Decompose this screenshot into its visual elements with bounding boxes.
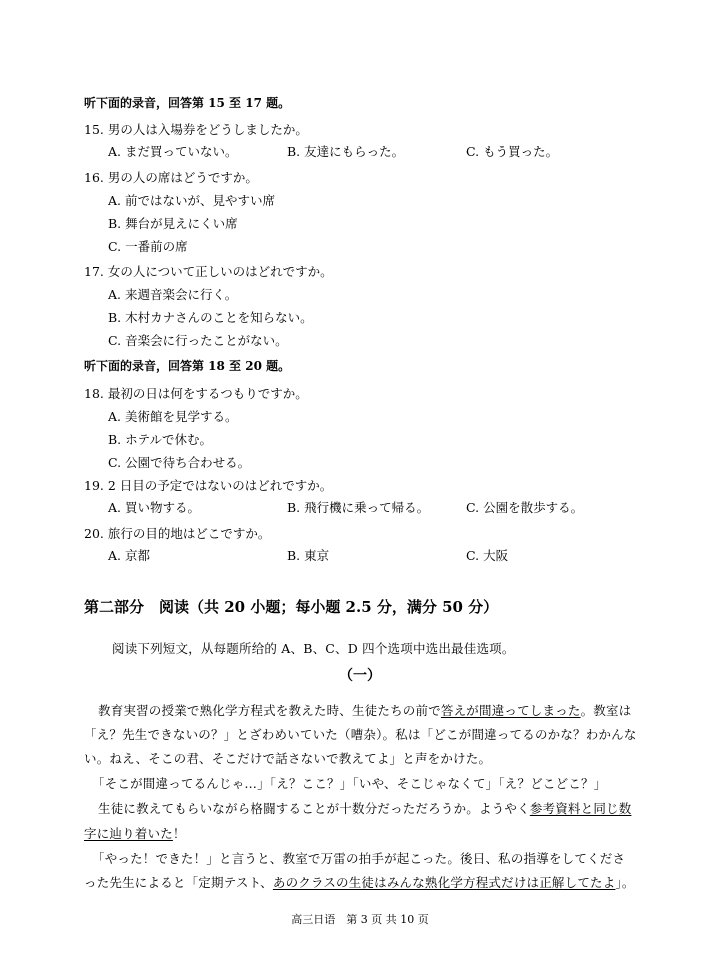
underlined-phrase-1: 答えが間違ってしまった <box>440 703 581 718</box>
passage-text: 」。 <box>615 875 635 890</box>
passage-text: 教育実習の授業で熟化学方程式を教えた時、生徒たちの前で <box>98 703 441 718</box>
q16-option-c: C. 一番前の席 <box>108 239 188 254</box>
passage-text: 生徒に教えてもらいながら格闘することが十数分だっただろうか。ようやく <box>98 801 530 816</box>
q18-option-a: A. 美術館を見学する。 <box>108 409 238 424</box>
passage-line-6 <box>84 824 186 842</box>
q15-option-b: B. 友達にもらった。 <box>287 144 405 159</box>
question-16: 16. 男の人の席はどうですか。 <box>84 170 258 185</box>
q20-option-a: A. 京都 <box>108 548 150 563</box>
underlined-phrase-2b: 字に辿り着いた <box>84 826 173 841</box>
question-15: 15. 男の人は入場券をどうしましたか。 <box>84 122 308 137</box>
q18-option-c: C. 公園で待ち合わせる。 <box>108 455 251 470</box>
passage-text: 。教室は <box>580 703 632 718</box>
q17-option-a: A. 来週音楽会に行く。 <box>108 287 238 302</box>
passage-number: （一） <box>339 668 381 684</box>
q15-option-c: C. もう買った。 <box>466 144 559 159</box>
q18-option-b: B. ホテルで休む。 <box>108 432 213 447</box>
passage-line-7: 「やった！できた！」と言うと、教室で万雷の拍手が起こった。後日、私の指導をしてくださ <box>92 851 626 866</box>
q16-option-b: B. 舞台が見えにくい席 <box>108 216 238 231</box>
question-19: 19. 2 日目の予定ではないのはどれですか。 <box>84 478 333 493</box>
passage-line-1 <box>98 701 631 719</box>
q15-option-a: A. まだ買っていない。 <box>108 144 238 159</box>
passage-line-5 <box>98 799 631 817</box>
q20-option-c: C. 大阪 <box>466 548 509 563</box>
q17-option-c: C. 音楽会に行ったことがない。 <box>108 333 288 348</box>
q17-option-b: B. 木村カナさんのことを知らない。 <box>108 310 313 325</box>
question-20: 20. 旅行の目的地はどこですか。 <box>84 526 271 541</box>
q16-option-a: A. 前ではないが、見やすい席 <box>108 193 275 208</box>
q19-option-c: C. 公園を散歩する。 <box>466 500 584 515</box>
part2-title: 第二部分 阅读（共 20 小题；每小题 2.5 分，满分 50 分） <box>84 598 499 616</box>
page-footer: 高三日语 第 3 页 共 10 页 <box>291 913 429 926</box>
passage-text: ！ <box>172 826 186 841</box>
underlined-phrase-2a: 参考資料と同じ数 <box>529 801 632 816</box>
q20-option-b: B. 東京 <box>287 548 330 563</box>
passage-line-4: 「そこが間違ってるんじゃ…」「え？ここ？」「いや、そこじゃなくて」「え？どこどこ？」 <box>92 776 607 791</box>
question-18: 18. 最初の日は何をするつもりですか。 <box>84 386 308 401</box>
q19-option-a: A. 買い物する。 <box>108 500 200 515</box>
q19-option-b: B. 飛行機に乗って帰る。 <box>287 500 430 515</box>
passage-line-3: い。ねえ、そこの君、そこだけで話さないで教えてよ」と声をかけた。 <box>84 751 492 766</box>
underlined-phrase-3: あのクラスの生徒はみんな熟化学方程式だけは正解してたよ <box>272 875 616 890</box>
passage-line-2: 「え？先生できないの？」とざわめいていた（嘈杂）。私は「どこが間違ってるのかな？わかんな <box>84 727 637 742</box>
passage-line-8 <box>84 873 635 891</box>
passage-text: った先生によると「定期テスト、 <box>84 875 273 890</box>
section-header-18-20: 听下面的录音，回答第 18 至 20 题。 <box>84 359 291 373</box>
reading-instructions: 阅读下列短文，从每题所给的 A、B、C、D 四个选项中选出最佳选项。 <box>112 641 515 656</box>
question-17: 17. 女の人について正しいのはどれですか。 <box>84 264 333 279</box>
section-header-15-17: 听下面的录音，回答第 15 至 17 题。 <box>84 96 291 110</box>
